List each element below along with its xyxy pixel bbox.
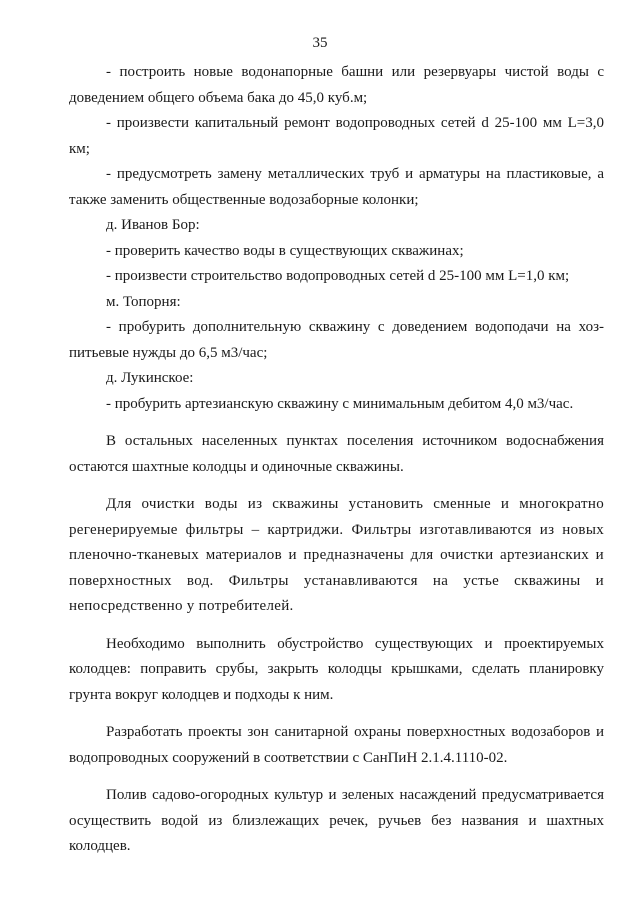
- paragraph-sanitary-zones: Разработать проекты зон санитарной охраны поверхностных водозаборов и водопроводных сооружений в соответствии с СанПиН 2.1.4.1110-02.: [69, 724, 604, 766]
- paragraph-water-quality-check: - проверить качество воды в существующих скважинах;: [106, 242, 464, 259]
- paragraph-network-construction: - произвести строительство водопроводных сетей d 25-100 мм L=1,0 км;: [106, 268, 570, 284]
- paragraph-water-towers: - построить новые водонапорные башни или резервуары чистой воды с доведением общего объема бака до 45,0 куб.м;: [69, 64, 604, 106]
- page-number: 35: [312, 35, 328, 51]
- paragraph-additional-well: - пробурить дополнительную скважину с доведением водоподачи на хоз-питьевые нужды до 6,5 м3/час;: [69, 319, 604, 361]
- paragraph-irrigation: Полив садово-огородных культур и зеленых насаждений предусматривается осуществить водой из близлежащих речек, ручьев без названия и шахтных колодцев.: [69, 787, 604, 854]
- heading-toporniya: м. Топорня:: [106, 293, 181, 310]
- heading-ivanov-bor: д. Иванов Бор:: [106, 217, 200, 233]
- paragraph-pipe-replacement: - предусмотреть замену металлических труб и арматуры на пластиковые, а также заменить общественные водозаборные колонки;: [69, 166, 604, 208]
- paragraph-network-repair: - произвести капитальный ремонт водопроводных сетей d 25-100 мм L=3,0 км;: [69, 115, 604, 157]
- paragraph-other-settlements: В остальных населенных пунктах поселения источником водоснабжения остаются шахтные колодцы и одиночные скважины.: [69, 433, 604, 475]
- paragraph-filters: Для очистки воды из скважины установить сменные и многократно регенерируемые фильтры – картриджи. Фильтры изготавливаются из новых пленочно-тканевых материалов и предназначены для очистки артезианских и поверхностных вод. Фильтры устанавливаются на устье скважины и непосредственно у потребителей.: [69, 496, 604, 614]
- paragraph-artesian-well: - пробурить артезианскую скважину с минимальным дебитом 4,0 м3/час.: [106, 395, 574, 412]
- heading-lukinskoe: д. Лукинское:: [106, 370, 194, 386]
- document-body: [69, 60, 604, 860]
- paragraph-wells-arrangement: Необходимо выполнить обустройство существующих и проектируемых колодцев: поправить срубы, закрыть колодцы крышками, сделать планировку грунта вокруг колодцев и подходы к ним.: [69, 635, 604, 703]
